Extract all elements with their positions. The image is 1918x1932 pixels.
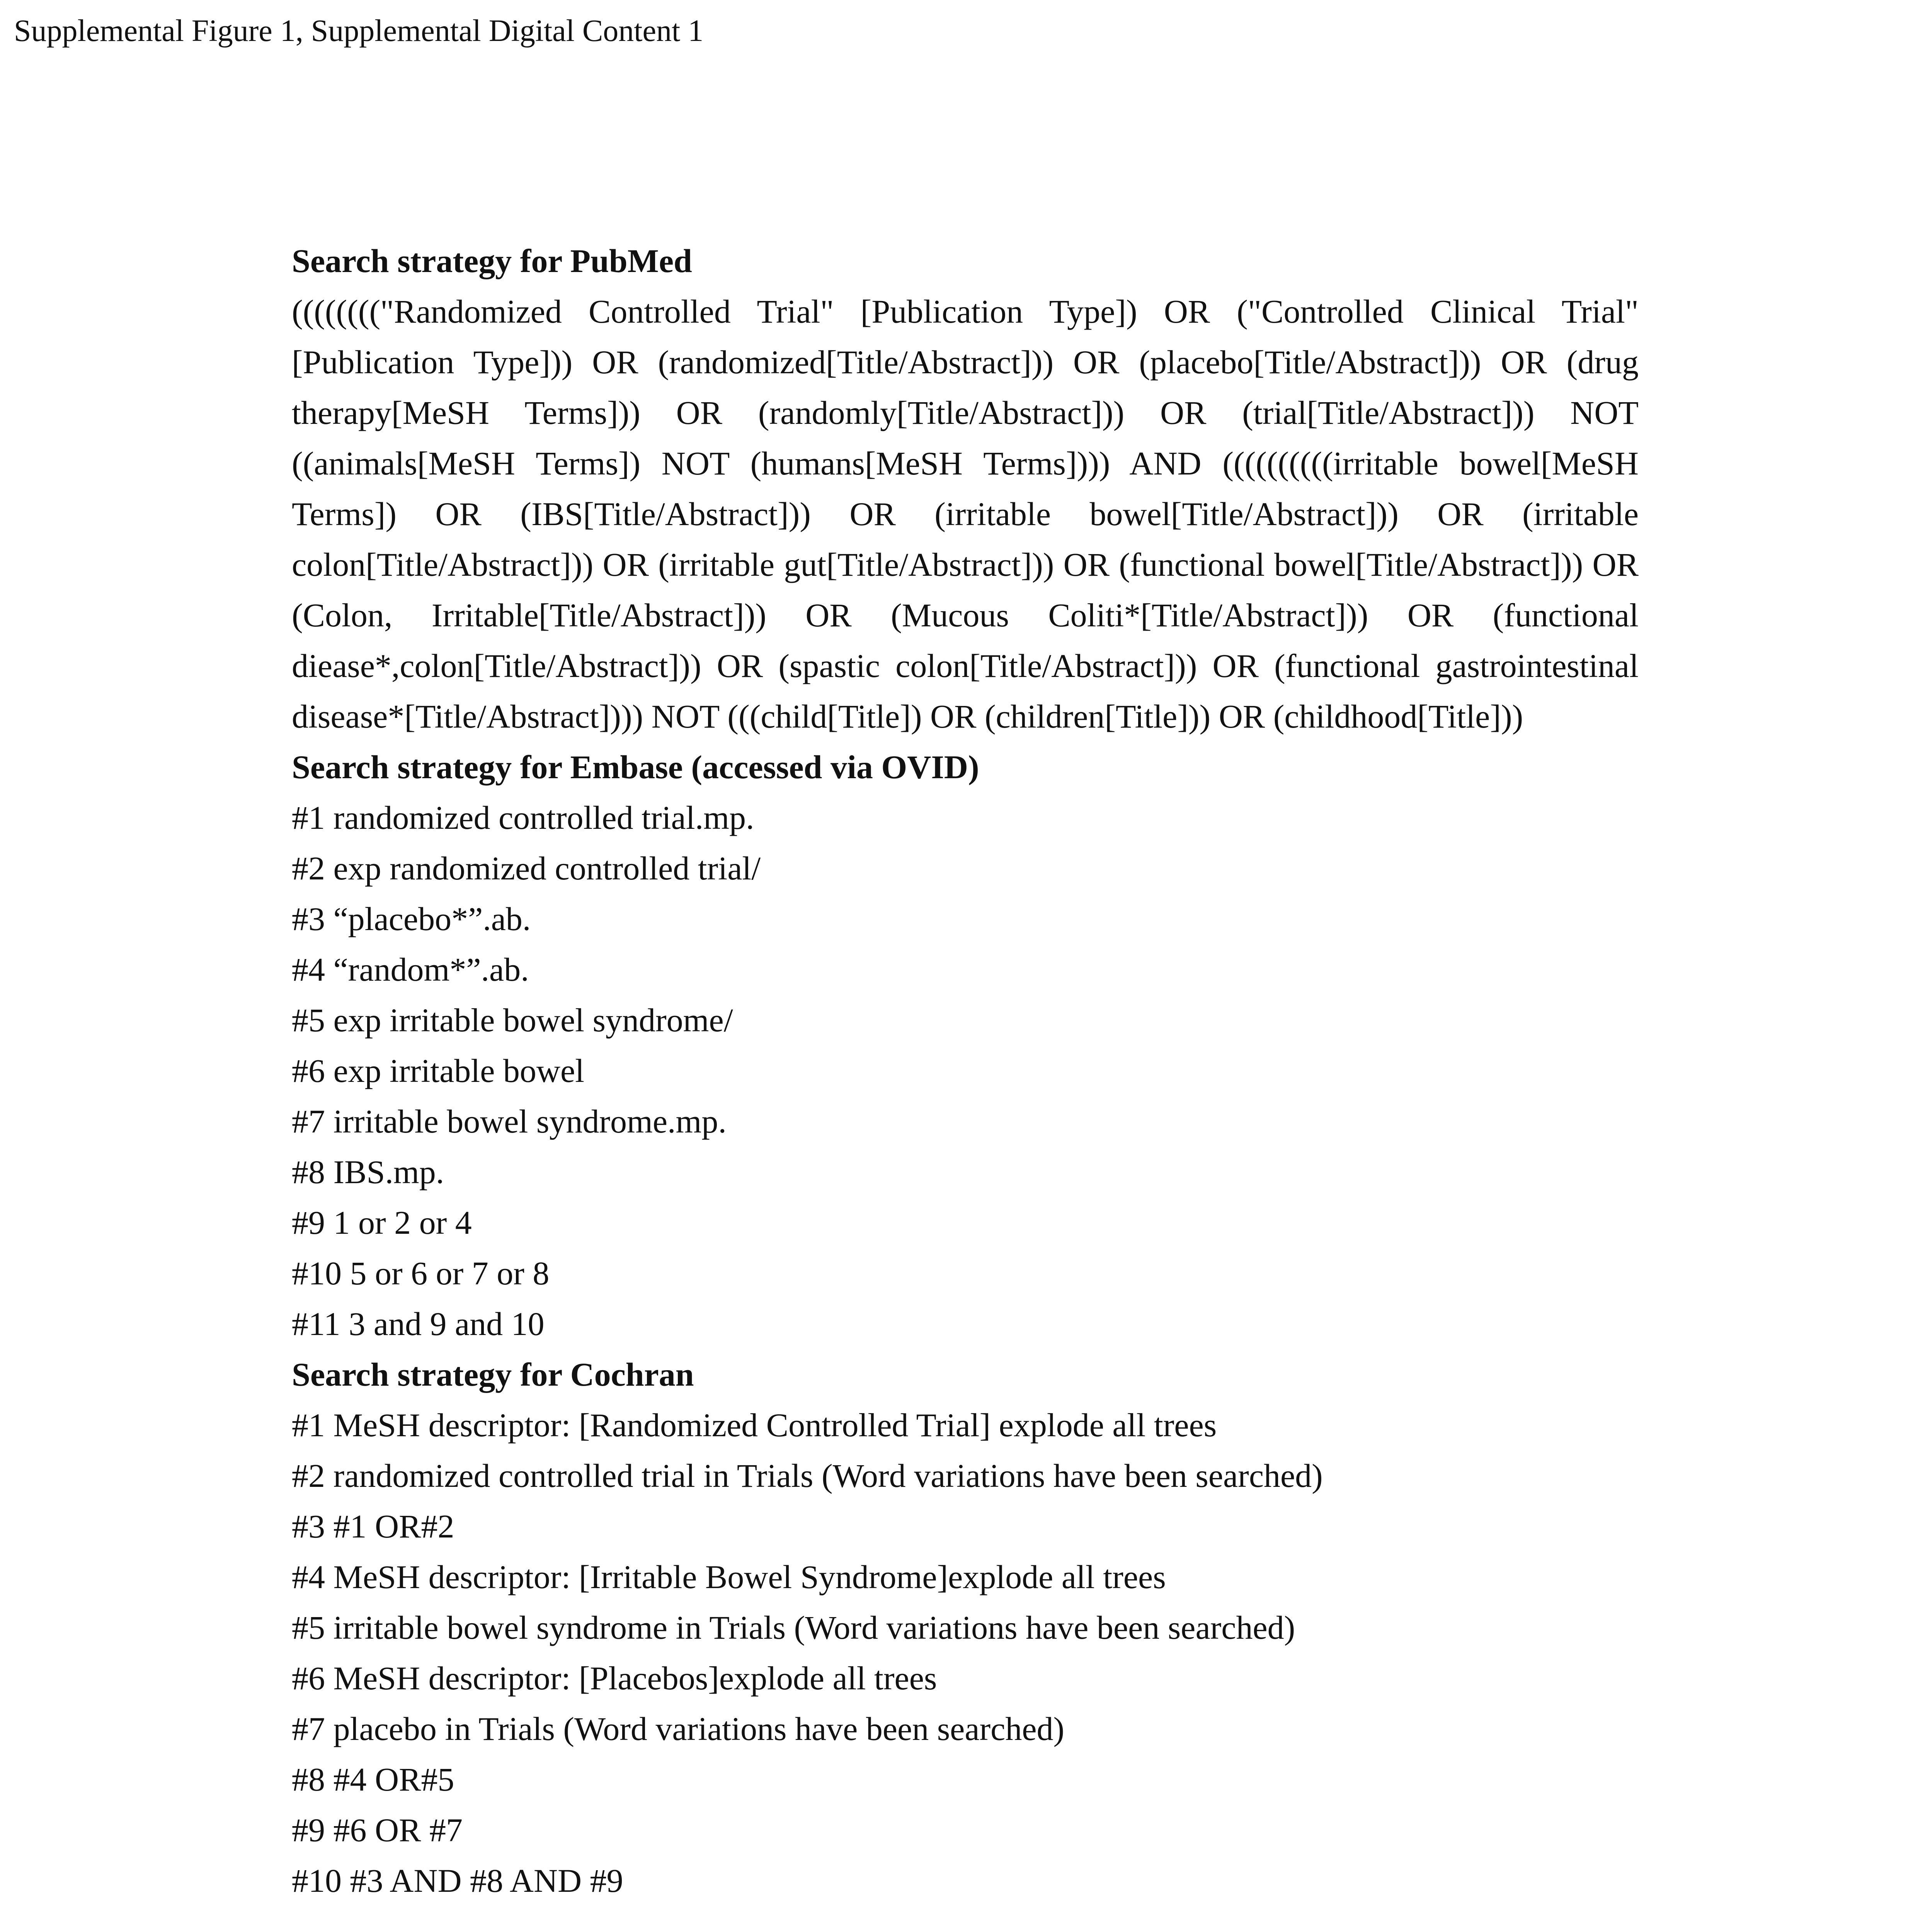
cochran-step: #1 MeSH descriptor: [Randomized Controlled Trial] explode all trees: [292, 1406, 1217, 1444]
embase-step: #1 randomized controlled trial.mp.: [292, 799, 754, 836]
cochran-step-list: [292, 1400, 1639, 1906]
embase-step: #3 “placebo*”.ab.: [292, 900, 531, 937]
cochran-step: #4 MeSH descriptor: [Irritable Bowel Syndrome]explode all trees: [292, 1558, 1166, 1595]
cochran-step: #3 #1 OR#2: [292, 1508, 454, 1545]
cochran-step: #8 #4 OR#5: [292, 1761, 454, 1798]
pubmed-heading: Search strategy for PubMed: [292, 242, 692, 279]
embase-step: #5 exp irritable bowel syndrome/: [292, 1002, 733, 1039]
embase-heading: Search strategy for Embase (accessed via OVID): [292, 748, 979, 786]
embase-step: #2 exp randomized controlled trial/: [292, 850, 761, 887]
embase-step: #11 3 and 9 and 10: [292, 1305, 545, 1342]
cochran-heading: Search strategy for Cochran: [292, 1356, 694, 1393]
cochran-step: #10 #3 AND #8 AND #9: [292, 1862, 623, 1899]
cochran-step: #9 #6 OR #7: [292, 1811, 463, 1849]
search-strategy-document: [292, 236, 1639, 1906]
embase-step-list: [292, 793, 1639, 1349]
embase-step: #10 5 or 6 or 7 or 8: [292, 1255, 550, 1292]
embase-step: #4 “random*”.ab.: [292, 951, 529, 988]
cochran-step: #2 randomized controlled trial in Trials (Word variations have been searched): [292, 1457, 1323, 1494]
cochran-step: #6 MeSH descriptor: [Placebos]explode all trees: [292, 1660, 937, 1697]
cochran-step: #7 placebo in Trials (Word variations have been searched): [292, 1710, 1065, 1747]
cochran-step: #5 irritable bowel syndrome in Trials (Word variations have been searched): [292, 1609, 1295, 1646]
embase-step: #7 irritable bowel syndrome.mp.: [292, 1103, 727, 1140]
embase-step: #8 IBS.mp.: [292, 1153, 444, 1190]
pubmed-query: (((((((("Randomized Controlled Trial" [Publication Type]) OR ("Controlled Clinical Trial" [Publication Type])) OR (randomized[Title/Abstract])) OR (placebo[Title/Abstract])) OR (drug therapy[MeSH Terms])) OR (randomly[Title/Abstract])) OR (trial[Title/Abstract])) NOT ((animals[MeSH Terms]) NOT (humans[MeSH Terms]))) AND ((((((((((irritable bowel[MeSH Terms]) OR (IBS[Title/Abstract])) OR (irritable bowel[Title/Abstract])) OR (irritable colon[Title/Abstract])) OR (irritable gut[Title/Abstract])) OR (functional bowel[Title/Abstract])) OR (Colon, Irritable[Title/Abstract])) OR (Mucous Coliti*[Title/Abstract])) OR (functional diease*,colon[Title/Abstract])) OR (spastic colon[Title/Abstract])) OR (functional gastrointestinal disease*[Title/Abstract]))) NOT (((child[Title]) OR (children[Title])) OR (childhood[Title])): [292, 293, 1639, 735]
embase-step: #6 exp irritable bowel: [292, 1052, 585, 1089]
supplemental-header-note: Supplemental Figure 1, Supplemental Digital Content 1: [14, 14, 704, 48]
embase-step: #9 1 or 2 or 4: [292, 1204, 472, 1241]
